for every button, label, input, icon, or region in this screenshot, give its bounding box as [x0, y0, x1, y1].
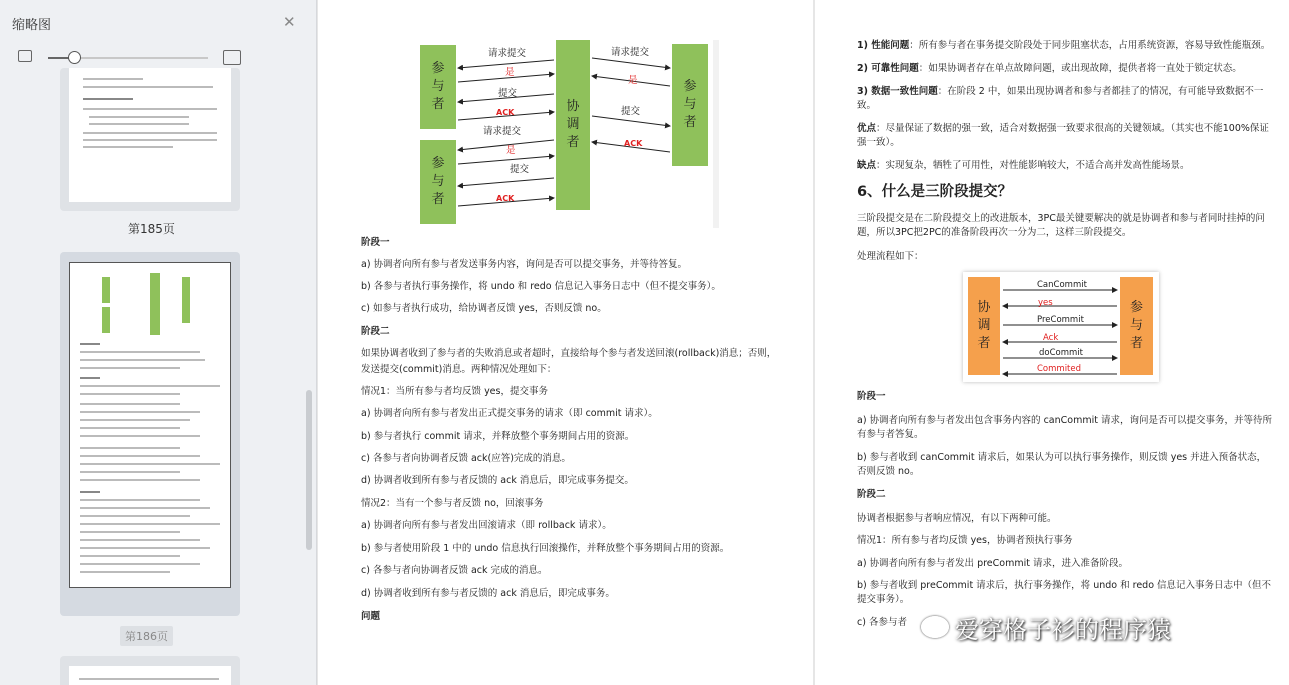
left-msg-commit-1: 提交: [498, 88, 518, 99]
right-line-2: b) 参与者收到 canCommit 请求后，如果认为可以执行事务操作，则反馈 yes 并进入预备状态，否则反馈 no。: [857, 452, 1267, 477]
left-msg-yes-2: 是: [506, 145, 516, 156]
watermark: [921, 610, 1171, 645]
sidebar-scrollbar[interactable]: [306, 390, 312, 550]
right-line-0: 阶段一: [857, 391, 886, 402]
left-line-5: 如果协调者收到了参与者的失败消息或者超时，直接给每个参与者发送回滚(rollback)消息；否则，: [361, 348, 777, 359]
right-para-3-text: ：尽量保证了数据的强一致，适合对数据强一致要求很高的关键领域。（其实也不能100%保证强一致）。: [857, 123, 1269, 148]
right-msg-request: 请求提交: [611, 47, 650, 58]
page-186: [318, 0, 813, 685]
left-line-15: c) 各参与者向协调者反馈 ack 完成的消息。: [361, 565, 548, 576]
right-para-4-text: ：实现复杂，牺牲了可用性，对性能影响较大，不适合高并发高性能场景。: [876, 160, 1190, 171]
thumbnail-page-187-preview: [69, 666, 231, 685]
right-intro: 三阶段提交是在二阶段提交上的改进版本，3PC最关键要解决的就是协调者和参与者同时挂掉的问题，所以3PC把2PC的准备阶段再次一分为二，这样三阶段提交。: [857, 213, 1265, 238]
left-line-0: 阶段一: [361, 237, 390, 248]
right-para-0-label: 1) 性能问题: [857, 40, 910, 51]
3pc-msg-precommit: PreCommit: [1037, 315, 1084, 325]
left-line-4: 阶段二: [361, 326, 390, 337]
right-para-1-label: 2) 可靠性问题: [857, 63, 919, 74]
zoom-out-image-icon[interactable]: [18, 50, 32, 62]
left-msg-commit-2: 提交: [510, 164, 530, 175]
left-line-13: a) 协调者向所有参与者发出回滚请求（即 rollback 请求）。: [361, 520, 612, 531]
section-heading: 6、什么是三阶段提交？: [857, 184, 1013, 200]
right-line-5: 情况1：所有参与者均反馈 yes，协调者预执行事务: [857, 535, 1073, 546]
left-line-17: 问题: [361, 611, 381, 622]
3pc-msg-commited: Commited: [1037, 364, 1082, 374]
thumbnail-page-186-selected[interactable]: [60, 252, 240, 616]
3pc-participant-label: 参 与 者: [1129, 300, 1143, 351]
right-line-7: b) 参与者收到 preCommit 请求后，执行事务操作，将 undo 和 redo 信息记入事务日志中（但不提交事务）。: [857, 580, 1272, 605]
page-187: [815, 0, 1289, 685]
right-line-4: 协调者根据参与者响应情况，有以下两种可能。: [857, 513, 1057, 524]
left-msg-ack-1: ACK: [496, 108, 515, 117]
thumbnail-zoom-slider-handle[interactable]: [68, 51, 81, 64]
3pc-msg-yes: yes: [1038, 298, 1053, 308]
left-msg-request-1: 请求提交: [488, 48, 527, 59]
watermark-text: 爱穿格子衫的程序猿: [955, 616, 1171, 644]
right-line-6: a) 协调者向所有参与者发出 preCommit 请求，进入准备阶段。: [857, 558, 1128, 569]
right-para-2-label: 3) 数据一致性问题: [857, 86, 938, 97]
thumbnail-sidebar: [0, 0, 317, 685]
close-icon[interactable]: ✕: [283, 13, 296, 31]
participant-box-1-label: 参 与 者: [431, 61, 445, 112]
thumbnail-page-187[interactable]: [60, 656, 240, 685]
sidebar-title: 缩略图: [12, 18, 52, 33]
left-msg-request-2: 请求提交: [483, 126, 522, 137]
right-line-3: 阶段二: [857, 489, 886, 500]
left-diagram-arrows: [318, 0, 813, 240]
participant-box-3-label: 参 与 者: [683, 79, 697, 130]
thumbnail-page-185-preview: [69, 68, 231, 202]
right-para-4-label: 缺点: [857, 160, 877, 171]
right-para-0-text: ：所有参与者在事务提交阶段处于同步阻塞状态，占用系统资源，容易导致性能瓶颈。: [909, 40, 1271, 51]
left-line-12: 情况2：当有一个参与者反馈 no，回滚事务: [361, 498, 544, 509]
left-line-3: c) 如参与者执行成功，给协调者反馈 yes，否则反馈 no。: [361, 303, 607, 314]
3pc-msg-cancommit: CanCommit: [1037, 280, 1087, 290]
left-line-8: a) 协调者向所有参与者发出正式提交事务的请求（即 commit 请求）。: [361, 408, 658, 419]
left-line-9: b) 参与者执行 commit 请求，并释放整个事务期间占用的资源。: [361, 431, 635, 442]
thumbnail-page-186-label: 第186页: [120, 626, 173, 646]
thumbnail-page-186-preview: [69, 262, 231, 588]
3pc-msg-docommit: doCommit: [1039, 348, 1083, 358]
right-msg-yes: 是: [628, 75, 638, 86]
left-line-14: b) 参与者使用阶段 1 中的 undo 信息执行回滚操作，并释放整个事务期间占用的资源。: [361, 543, 730, 554]
right-line-8: c) 各参与者: [857, 617, 907, 628]
right-msg-ack: ACK: [624, 139, 643, 148]
3pc-coordinator-label: 协 调 者: [977, 300, 991, 351]
right-para-1-text: ：如果协调者存在单点故障问题，或出现故障，提供者将一直处于锁定状态。: [918, 63, 1242, 74]
left-msg-ack-2: ACK: [496, 194, 515, 203]
zoom-in-image-icon[interactable]: [223, 50, 241, 65]
left-line-6: 发送提交(commit)消息。两种情况处理如下：: [361, 364, 557, 375]
right-para-2-text: ：在阶段 2 中，如果出现协调者和参与者都挂了的情况，有可能导致数据不一致。: [857, 86, 1264, 111]
right-msg-commit: 提交: [621, 106, 641, 117]
thumbnail-page-185[interactable]: [60, 68, 240, 211]
left-msg-yes-1: 是: [505, 67, 515, 78]
3pc-msg-ack: Ack: [1043, 333, 1059, 343]
thumbnail-page-185-label: 第185页: [128, 222, 175, 236]
right-flow-label: 处理流程如下：: [857, 251, 924, 262]
document-view: [317, 0, 1289, 685]
coordinator-box-label: 协 调 者: [566, 99, 580, 150]
left-line-10: c) 各参与者向协调者反馈 ack(应答)完成的消息。: [361, 453, 571, 464]
left-line-7: 情况1：当所有参与者均反馈 yes，提交事务: [361, 386, 548, 397]
left-line-16: d) 协调者收到所有参与者反馈的 ack 消息后，即完成事务。: [361, 588, 615, 599]
left-line-1: a) 协调者向所有参与者发送事务内容，询问是否可以提交事务，并等待答复。: [361, 259, 688, 270]
right-para-3-label: 优点: [857, 123, 877, 134]
left-line-2: b) 各参与者执行事务操作，将 undo 和 redo 信息记入事务日志中（但不提交事务）。: [361, 281, 721, 292]
right-line-1: a) 协调者向所有参与者发出包含事务内容的 canCommit 请求，询问是否可以提交事务，并等待所有参与者答复。: [857, 415, 1272, 440]
left-line-11: d) 协调者收到所有参与者反馈的 ack 消息后，即完成事务提交。: [361, 475, 634, 486]
participant-box-2-label: 参 与 者: [431, 156, 445, 207]
